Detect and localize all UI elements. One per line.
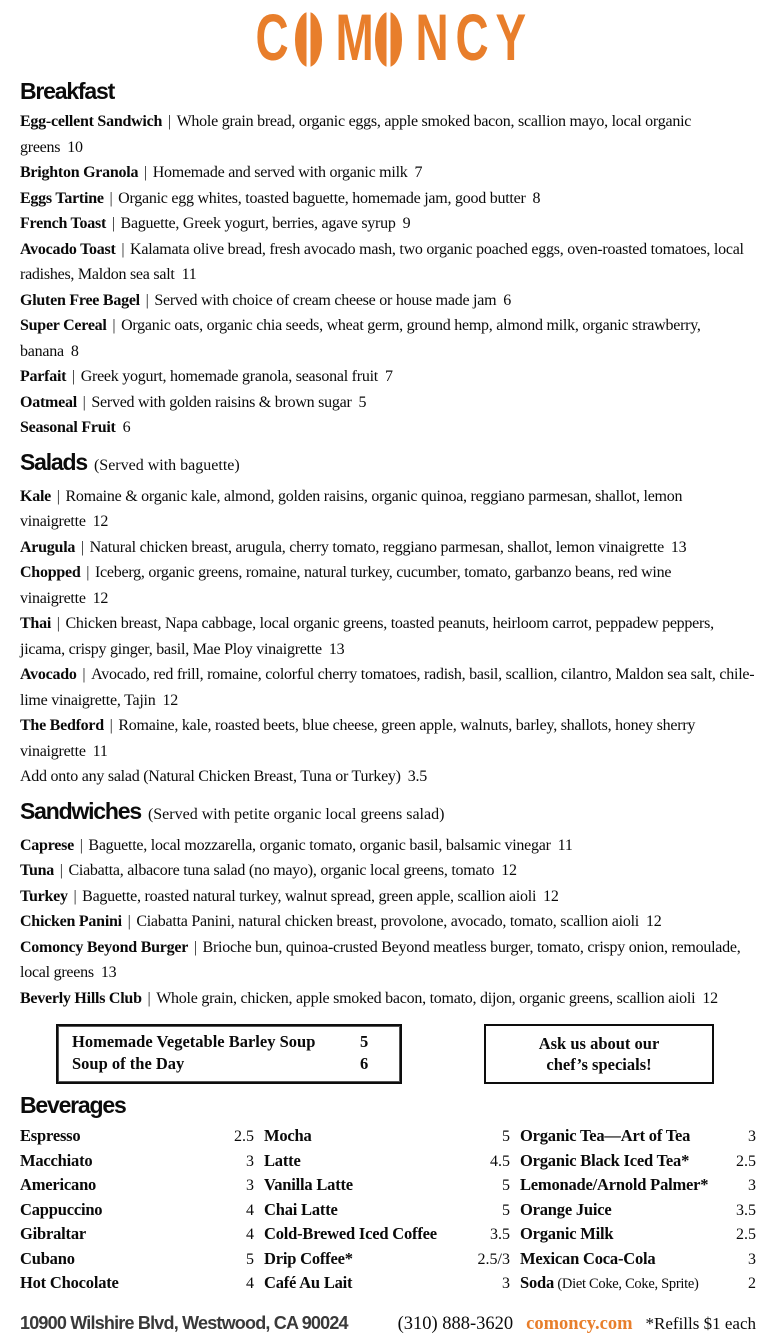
item-price: 12 (501, 862, 517, 879)
beverage-name-group (520, 1198, 612, 1223)
item-separator: | (123, 913, 135, 930)
beverage-price: 3.5 (736, 1201, 756, 1219)
menu-item (20, 484, 756, 535)
item-price: 11 (181, 266, 197, 283)
logo-letter: Y (495, 1, 525, 76)
item-description: Avocado, red frill, romaine, colorful cherry tomatoes, radish, basil, scallion, cilantro, Maldon sea salt, chile-lime vinaigrette, Tajin (20, 666, 755, 709)
item-separator: | (108, 215, 119, 232)
menu-item (20, 313, 756, 364)
item-separator: | (77, 538, 88, 556)
soup-row (72, 1031, 386, 1053)
menu-item (20, 935, 756, 986)
item-description: Baguette, local mozzarella, organic tomato, organic basil, balsamic vinegar (88, 836, 551, 854)
item-description: Greek yogurt, homemade granola, seasonal fruit (80, 368, 378, 385)
chef-specials-box (484, 1024, 714, 1084)
item-description: Baguette, roasted natural turkey, walnut spread, green apple, scallion aioli (82, 887, 537, 905)
beverage-name: Mexican Coca-Cola (520, 1248, 656, 1268)
menu-section (20, 798, 756, 1012)
item-description: Whole grain, chicken, apple smoked bacon, tomato, dijon, organic greens, scallion aioli (156, 989, 696, 1007)
beverage-price: 2.5 (234, 1128, 254, 1145)
beverage-note: (Diet Coke, Coke, Sprite) (554, 1276, 699, 1292)
boxes-row (56, 1024, 714, 1084)
soup-name: Homemade Vegetable Barley Soup (72, 1032, 316, 1051)
beverage-name-group (20, 1198, 102, 1223)
item-price: 12 (543, 887, 559, 905)
beverage-price: 5 (502, 1177, 510, 1194)
beverage-item (520, 1124, 756, 1149)
beverage-name: Drip Coffee* (264, 1248, 353, 1268)
beverage-name-group (520, 1247, 655, 1272)
item-separator: | (190, 938, 201, 956)
item-price: 13 (100, 964, 117, 981)
item-price: 10 (67, 138, 83, 156)
item-description: Romaine & organic kale, almond, golden raisins, organic quinoa, reggiano parmesan, shallot, lemon vinaigrette (20, 487, 683, 530)
menu-item (20, 986, 756, 1012)
item-separator: | (141, 291, 153, 309)
beverage-name-group (264, 1271, 352, 1296)
item-name: Brighton Granola (20, 164, 139, 181)
item-separator: | (108, 317, 120, 334)
item-description: Romaine, kale, roasted beets, blue cheese, green apple, walnuts, barley, shallots, honey sherry vinaigrette (20, 717, 696, 760)
beverage-name: Soda (520, 1273, 555, 1292)
beverage-price: 2.5 (736, 1152, 756, 1170)
item-price: 11 (557, 836, 573, 854)
item-separator: | (143, 989, 155, 1007)
item-price: 6 (503, 291, 512, 309)
beverage-name: Gibraltar (20, 1224, 87, 1243)
item-price: 3.5 (407, 768, 428, 785)
item-name: Caprese (20, 836, 74, 854)
footer-website-link: comoncy.com (526, 1313, 633, 1334)
beverage-item (20, 1247, 254, 1272)
beverage-name: Americano (20, 1175, 97, 1194)
item-price: 12 (162, 691, 178, 709)
item-price: 12 (92, 513, 109, 530)
item-price: 8 (70, 342, 79, 360)
item-separator: | (105, 189, 117, 207)
item-name: The Bedford (20, 717, 104, 734)
beverage-name: Organic Milk (520, 1224, 614, 1243)
item-separator: | (105, 717, 117, 734)
soup-box (56, 1024, 402, 1084)
beverage-name-group (520, 1222, 613, 1247)
item-name: Kale (20, 487, 51, 505)
menu-item (20, 288, 756, 314)
beverage-price: 3 (748, 1177, 756, 1194)
beverage-price: 3 (246, 1177, 254, 1194)
item-separator: | (56, 862, 67, 879)
logo (20, 1, 756, 76)
menu-item (20, 364, 756, 390)
beverage-item (520, 1149, 756, 1174)
item-separator: | (164, 113, 175, 130)
menu-item (20, 186, 756, 212)
beverage-price: 2 (748, 1275, 756, 1292)
footer-refills-note: *Refills $1 each (645, 1313, 756, 1333)
beverage-name: Vanilla Latte (264, 1175, 353, 1194)
menu-item (20, 611, 756, 662)
item-price: 13 (670, 538, 687, 556)
item-name: Beverly Hills Club (20, 989, 142, 1007)
beverages-column (20, 1124, 254, 1297)
menu-item (20, 415, 756, 441)
item-separator: | (68, 368, 79, 385)
footer-right (398, 1314, 756, 1335)
menu-item (20, 211, 756, 237)
beverage-item (264, 1124, 510, 1149)
item-description: Whole grain bread, organic eggs, apple smoked bacon, scallion mayo, local organic greens (20, 113, 692, 156)
item-price: 12 (92, 589, 109, 607)
beverage-item (520, 1198, 756, 1223)
item-name: Chicken Panini (20, 913, 122, 930)
beverage-item (20, 1173, 254, 1198)
beverage-item (520, 1222, 756, 1247)
beverage-name-group (20, 1247, 75, 1272)
section-note: (Served with petite organic local greens salad) (147, 805, 445, 823)
item-description: Ciabatta Panini, natural chicken breast, provolone, avocado, tomato, scallion aioli (136, 913, 639, 930)
beverage-item (20, 1222, 254, 1247)
menu-item (20, 535, 756, 561)
footer-phone: (310) 888-3620 (397, 1313, 514, 1334)
menu-sections (20, 78, 756, 1011)
beverage-name: Lemonade/Arnold Palmer* (520, 1175, 709, 1194)
item-name: Super Cereal (20, 317, 107, 334)
logo-bean-o-icon (291, 11, 326, 68)
beverage-name: Espresso (20, 1126, 81, 1145)
beverage-name: Cubano (20, 1248, 75, 1268)
beverage-name-group (264, 1149, 301, 1174)
section-title: Breakfast (20, 78, 115, 104)
item-name: Tuna (20, 862, 54, 879)
beverage-name-group (520, 1149, 689, 1174)
item-price: 12 (645, 913, 662, 930)
beverage-item (264, 1149, 510, 1174)
beverage-name: Café Au Lait (264, 1273, 353, 1292)
beverage-name-group (264, 1173, 353, 1198)
logo-letter: N (415, 1, 447, 76)
logo-bean-o-icon (371, 11, 406, 68)
section-heading (20, 798, 756, 828)
beverage-name-group (520, 1173, 708, 1198)
beverage-name: Chai Latte (264, 1199, 338, 1219)
beverage-name-group (264, 1124, 312, 1149)
item-name: Chopped (20, 564, 81, 581)
item-description: Natural chicken breast, arugula, cherry tomato, reggiano parmesan, shallot, lemon vinaigrette (89, 538, 664, 556)
beverage-item (20, 1271, 254, 1296)
beverage-name: Macchiato (20, 1150, 93, 1170)
item-separator: | (69, 887, 81, 905)
beverage-price: 3 (748, 1250, 756, 1268)
section-heading (20, 449, 756, 479)
beverage-item (520, 1271, 756, 1297)
beverages-column (520, 1124, 756, 1297)
logo-letter: M (335, 1, 372, 76)
beverage-item (20, 1198, 254, 1223)
item-price: 7 (384, 368, 393, 385)
item-price: 6 (122, 419, 131, 436)
item-description: Baguette, Greek yogurt, berries, agave syrup (120, 215, 396, 232)
menu-item (20, 237, 756, 288)
item-separator: | (117, 240, 129, 258)
footer-address: 10900 Wilshire Blvd, Westwood, CA 90024 (20, 1312, 348, 1333)
logo-letter: C (455, 1, 487, 76)
beverage-name: Organic Tea—Art of Tea (520, 1126, 691, 1145)
beverage-name: Mocha (264, 1126, 312, 1145)
beverage-price: 3 (502, 1275, 510, 1292)
section-heading (20, 78, 756, 104)
item-separator: | (53, 487, 64, 505)
menu-item (20, 884, 756, 910)
beverage-item (264, 1271, 510, 1296)
item-price: 5 (358, 393, 367, 411)
beverage-name: Cold-Brewed Iced Coffee (264, 1224, 437, 1243)
section-title: Salads (20, 448, 87, 475)
beverage-price: 4.5 (490, 1152, 510, 1170)
menu-section (20, 449, 756, 790)
menu-item (20, 909, 756, 935)
beverage-price: 5 (502, 1128, 510, 1145)
item-name: Avocado (20, 666, 77, 683)
beverage-name-group (20, 1271, 119, 1296)
item-price: 8 (532, 189, 541, 207)
beverage-price: 4 (246, 1226, 254, 1243)
beverage-item (520, 1247, 756, 1272)
beverages-heading (20, 1092, 756, 1118)
chef-specials-line1: Ask us about our (538, 1034, 660, 1053)
beverage-item (20, 1124, 254, 1149)
item-name: Thai (20, 615, 52, 632)
beverage-price: 3 (246, 1152, 254, 1170)
beverage-name: Cappuccino (20, 1199, 103, 1219)
item-separator: | (140, 164, 151, 181)
item-description: Iceberg, organic greens, romaine, natural turkey, cucumber, tomato, garbanzo beans, red wine vinaigrette (20, 564, 672, 607)
item-description: Served with choice of cream cheese or house made jam (154, 291, 497, 309)
item-separator: | (53, 615, 64, 632)
item-separator: | (75, 836, 87, 854)
menu-section (20, 78, 756, 441)
item-name: Arugula (20, 538, 76, 556)
item-description: Ciabatta, albacore tuna salad (no mayo), organic local greens, tomato (68, 862, 495, 879)
section-note: (Served with baguette) (93, 456, 240, 474)
section-title: Sandwiches (20, 797, 141, 824)
item-name: Add onto any salad (Natural Chicken Breast, Tuna or Turkey) (20, 768, 401, 785)
chef-specials-line2: chef’s specials! (546, 1055, 652, 1074)
beverage-name: Hot Chocolate (20, 1273, 119, 1292)
item-separator: | (78, 393, 90, 411)
item-name: Comoncy Beyond Burger (20, 938, 189, 956)
menu-item (20, 109, 756, 160)
soup-price: 6 (360, 1054, 369, 1073)
item-name: Avocado Toast (20, 240, 116, 258)
beverage-name-group (520, 1271, 699, 1297)
beverage-price: 2.5/3 (477, 1250, 510, 1268)
beverages-title: Beverages (20, 1092, 126, 1118)
beverage-name-group (520, 1124, 690, 1149)
beverage-item (264, 1247, 510, 1272)
item-name: Parfait (20, 368, 67, 385)
menu-item (20, 858, 756, 884)
item-description: Brioche bun, quinoa-crusted Beyond meatless burger, tomato, crispy onion, remoulade, local greens (20, 938, 741, 981)
soup-price: 5 (360, 1032, 369, 1051)
item-name: Eggs Tartine (20, 189, 104, 207)
item-description: Served with golden raisins & brown sugar (91, 393, 352, 411)
soup-name: Soup of the Day (72, 1054, 185, 1073)
beverage-price: 5 (246, 1250, 254, 1268)
beverage-name-group (264, 1198, 338, 1223)
item-description: Kalamata olive bread, fresh avocado mash, two organic poached eggs, oven-roasted tomatoes, local radishes, Maldon sea salt (20, 240, 744, 283)
item-name: French Toast (20, 215, 107, 232)
beverage-price: 3.5 (490, 1226, 510, 1243)
footer (20, 1313, 756, 1335)
menu-item (20, 560, 756, 611)
item-price: 11 (92, 742, 108, 760)
menu-item (20, 662, 756, 713)
item-description: Homemade and served with organic milk (152, 164, 408, 181)
beverage-name-group (264, 1247, 353, 1272)
item-name: Turkey (20, 887, 68, 905)
beverage-item (520, 1173, 756, 1198)
soup-row (72, 1053, 386, 1075)
menu-item (20, 390, 756, 416)
item-separator: | (78, 666, 90, 683)
beverage-name: Orange Juice (520, 1199, 612, 1219)
item-name: Egg-cellent Sandwich (20, 113, 163, 130)
beverages-grid (20, 1124, 756, 1297)
beverage-item (264, 1173, 510, 1198)
menu-item (20, 713, 756, 764)
beverage-name-group (264, 1222, 437, 1247)
menu-item (20, 160, 756, 186)
beverages-column (264, 1124, 510, 1297)
beverage-name-group (20, 1124, 80, 1149)
beverage-item (264, 1198, 510, 1223)
item-description: Organic egg whites, toasted baguette, homemade jam, good butter (118, 189, 526, 207)
beverage-name: Latte (264, 1150, 301, 1170)
item-description: Organic oats, organic chia seeds, wheat germ, ground hemp, almond milk, organic strawberry, banana (20, 317, 701, 360)
beverage-price: 4 (246, 1201, 254, 1219)
item-name: Seasonal Fruit (20, 419, 116, 436)
item-description: Chicken breast, Napa cabbage, local organic greens, toasted peanuts, heirloom carrot, peppadew peppers, jicama, crispy ginger, basil, Mae Ploy vinaigrette (20, 615, 714, 658)
item-price: 13 (328, 640, 345, 658)
beverage-price: 4 (246, 1275, 254, 1292)
item-price: 12 (702, 989, 718, 1007)
beverage-name-group (20, 1173, 96, 1198)
item-price: 7 (414, 164, 423, 181)
item-name: Gluten Free Bagel (20, 291, 140, 309)
beverage-price: 5 (502, 1201, 510, 1219)
beverage-name: Organic Black Iced Tea* (520, 1150, 690, 1170)
beverage-name-group (20, 1149, 92, 1174)
beverage-price: 3 (748, 1128, 756, 1145)
item-name: Oatmeal (20, 393, 77, 411)
item-price: 9 (402, 215, 411, 232)
beverage-name-group (20, 1222, 86, 1247)
menu-item (20, 833, 756, 859)
menu-item (20, 764, 756, 790)
beverage-item (20, 1149, 254, 1174)
beverage-price: 2.5 (736, 1226, 756, 1243)
logo-letter: C (255, 1, 287, 76)
beverage-item (264, 1222, 510, 1247)
item-separator: | (82, 564, 93, 581)
